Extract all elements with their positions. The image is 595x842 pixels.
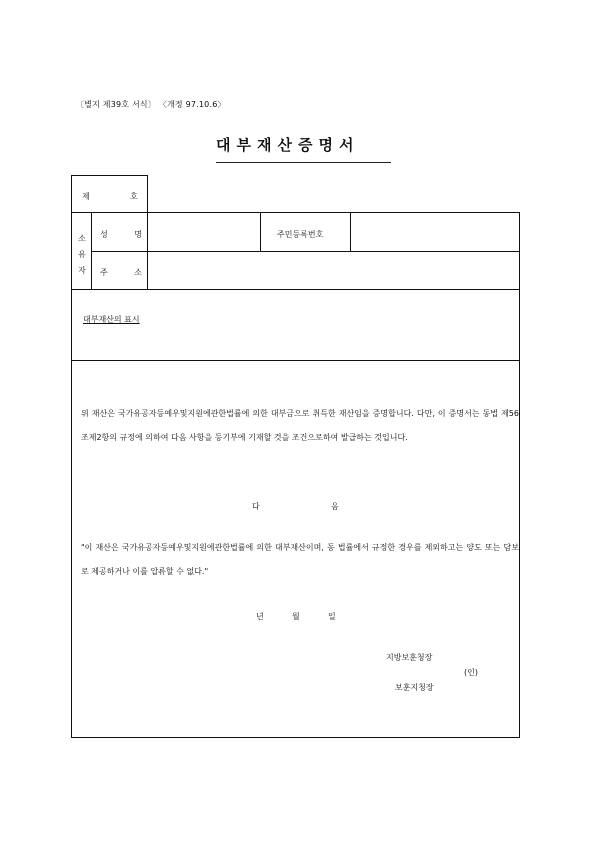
issuer-seal: (인) bbox=[464, 668, 478, 677]
issuer-branch-office: 보훈지청장 bbox=[395, 683, 434, 692]
number-suffix: 호 bbox=[130, 192, 138, 201]
form-header-note: 〔별지 제39호 서식〕 〈개정 97.10.6〉 bbox=[76, 100, 226, 109]
certificate-number-box[interactable] bbox=[71, 175, 148, 212]
date-year: 년 bbox=[256, 612, 264, 621]
certificate-body-paragraph: 위 재산은 국가유공자등예우및지원에관한법률에 의한 대부금으로 취득한 재산임을 증명합니다. 다만, 이 증명서는 동법 제56조제2항의 규정에 의하여 다음 사항을 등기부에 기재할 것을 조건으로하여 발급하는 것입니다. bbox=[81, 409, 519, 442]
da-eum-left: 다 bbox=[252, 502, 260, 511]
property-section-bottom bbox=[72, 360, 520, 361]
name-rrn-divider bbox=[260, 213, 261, 251]
rrn-label: 주민등록번호 bbox=[277, 230, 324, 239]
da-eum-right: 음 bbox=[331, 502, 339, 511]
owner-row-divider bbox=[91, 251, 520, 252]
address-label: 주 소 bbox=[100, 268, 154, 277]
date-month: 월 bbox=[292, 612, 300, 621]
form-frame bbox=[71, 212, 520, 738]
owner-section-label: 소유자 bbox=[78, 234, 86, 275]
date-day: 일 bbox=[328, 612, 336, 621]
restriction-quote-paragraph: "이 재산은 국가유공자등예우및지원에관한법률에 의한 대부재산이며, 동 법률에서 규정한 경우를 제외하고는 양도 또는 담보로 제공하거나 이를 압류할 수 없다." bbox=[81, 543, 519, 576]
owner-section-bottom bbox=[72, 289, 520, 290]
name-label: 성 명 bbox=[100, 230, 154, 239]
number-label: 제 bbox=[82, 192, 90, 201]
rrn-field-divider bbox=[350, 213, 351, 251]
document-title: 대부재산증명서 bbox=[216, 136, 360, 154]
issuer-regional-office: 지방보훈청장 bbox=[386, 653, 433, 662]
title-underline bbox=[216, 162, 391, 163]
property-section-label: 대부재산의 표시 bbox=[83, 315, 140, 324]
